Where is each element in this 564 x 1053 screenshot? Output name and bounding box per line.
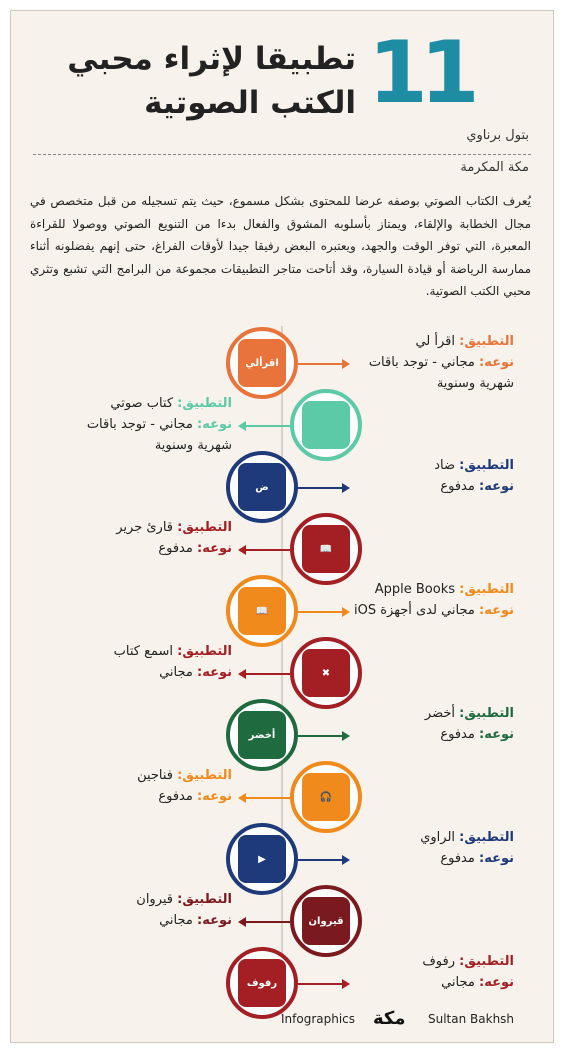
app-label: التطبيق: — [177, 520, 232, 535]
app-info — [354, 579, 514, 621]
app-icon-circle — [226, 575, 298, 647]
intro-paragraph: يُعرف الكتاب الصوتي بوصفه عرضا للمحتوى بشكل مسموع، حيث يتم تسجيله من قبل متخصص في مجال الخطابة والإلقاء، ويمتاز بأسلوبه المشوق والفعال بدءا من التنويع الصوتي ووصولا للقراءة المعبرة، التي توفر الوقت والجهد، ويعتبره البعض رفيقا جيدا لأوقات الفراغ، حتى إنهم يفضلونه أثناء ممارسة الرياضة أو قيادة السيارة، وقد أتاحت متاجر التطبيقات مجموعة من البرامج التي تشبع وتثري محبي الكتب الصوتية. — [30, 194, 531, 298]
app-name: فناجين — [137, 768, 174, 783]
alrawi-logo: ▶ — [238, 835, 286, 883]
headline-number: 11 — [368, 23, 472, 123]
type-label: نوعه: — [479, 479, 514, 494]
app-info — [354, 703, 514, 745]
akhdar-logo: أخضر — [238, 711, 286, 759]
type-label: نوعه: — [197, 541, 232, 556]
makkah-logo: مكة — [373, 1008, 406, 1029]
app-name: رفوف — [422, 954, 456, 969]
infographics-label: Infographics — [281, 1012, 356, 1026]
app-label: التطبيق: — [459, 334, 514, 349]
jarir-reader-logo: 📖 — [302, 525, 350, 573]
connector-arrow — [298, 735, 348, 737]
app-type: مجاني - توجد باقات شهرية وسنوية — [368, 355, 514, 391]
app-type: مدفوع — [158, 789, 193, 804]
connector-arrow — [298, 363, 348, 365]
app-name: ضاد — [434, 458, 456, 473]
app-icon-circle — [226, 823, 298, 895]
type-label: نوعه: — [197, 417, 232, 432]
app-name: قيروان — [136, 892, 174, 907]
app-type: مجاني — [159, 665, 193, 680]
connector-arrow — [298, 983, 348, 985]
type-label: نوعه: — [479, 603, 514, 618]
connector-arrow — [240, 797, 290, 799]
app-icon-circle — [226, 327, 298, 399]
app-info — [72, 641, 232, 683]
app-info — [72, 517, 232, 559]
connector-arrow — [298, 487, 348, 489]
app-icon-circle — [226, 947, 298, 1019]
app-label: التطبيق: — [459, 954, 514, 969]
app-icon-circle — [290, 761, 362, 833]
app-type: مجاني لدى أجهزة iOS — [353, 603, 475, 618]
type-label: نوعه: — [479, 851, 514, 866]
app-info — [72, 393, 232, 456]
app-info — [354, 455, 514, 497]
app-label: التطبيق: — [177, 768, 232, 783]
type-label: نوعه: — [479, 727, 514, 742]
type-label: نوعه: — [479, 975, 514, 990]
connector-arrow — [240, 921, 290, 923]
fanajeen-logo: 🎧 — [302, 773, 350, 821]
type-label: نوعه: — [197, 789, 232, 804]
app-info — [72, 765, 232, 807]
headline-line-1: تطبيقا لإثراء محبي — [67, 41, 356, 77]
iqraa-li-logo: اقرألي — [238, 339, 286, 387]
app-icon-circle — [290, 513, 362, 585]
connector-arrow — [298, 611, 348, 613]
app-type: مدفوع — [440, 479, 475, 494]
headline-line-2: الكتب الصوتية — [144, 85, 356, 121]
app-label: التطبيق: — [459, 706, 514, 721]
designer-name: Sultan Bakhsh — [428, 1012, 515, 1026]
app-label: التطبيق: — [177, 396, 232, 411]
app-icon-circle — [290, 885, 362, 957]
app-label: التطبيق: — [459, 458, 514, 473]
connector-arrow — [240, 673, 290, 675]
qairawan-logo: قيروان — [302, 897, 350, 945]
apple-books-logo: 📖 — [238, 587, 286, 635]
app-label: التطبيق: — [177, 644, 232, 659]
kitab-sawti-logo — [302, 401, 350, 449]
connector-arrow — [240, 549, 290, 551]
esma-kitab-logo: ✖ — [302, 649, 350, 697]
location: مكة المكرمة — [460, 160, 529, 175]
type-label: نوعه: — [197, 665, 232, 680]
app-label: التطبيق: — [459, 582, 514, 597]
app-info — [354, 331, 514, 394]
app-type: مدفوع — [440, 727, 475, 742]
app-name: اسمع كتاب — [113, 644, 174, 659]
timeline-axis — [281, 326, 283, 1016]
app-icon-circle — [226, 451, 298, 523]
app-type: مدفوع — [440, 851, 475, 866]
app-type: مجاني — [441, 975, 475, 990]
connector-arrow — [298, 859, 348, 861]
app-label: التطبيق: — [177, 892, 232, 907]
author-name: بتول برناوي — [466, 128, 529, 143]
app-name: الراوي — [420, 830, 456, 845]
app-info — [354, 827, 514, 869]
app-label: التطبيق: — [459, 830, 514, 845]
app-info — [354, 951, 514, 993]
app-name: كتاب صوتي — [110, 396, 174, 411]
app-info — [72, 889, 232, 931]
app-name: أخضر — [424, 706, 456, 721]
dhad-logo: ض — [238, 463, 286, 511]
rufoof-logo: رفوف — [238, 959, 286, 1007]
divider — [33, 154, 531, 155]
type-label: نوعه: — [479, 355, 514, 370]
connector-arrow — [240, 425, 290, 427]
app-icon-circle — [290, 389, 362, 461]
app-icon-circle — [226, 699, 298, 771]
app-name: اقرأ لي — [415, 334, 456, 349]
app-icon-circle — [290, 637, 362, 709]
type-label: نوعه: — [197, 913, 232, 928]
app-type: مجاني - توجد باقات شهرية وسنوية — [86, 417, 232, 453]
app-name: قارئ جرير — [116, 520, 174, 535]
app-type: مدفوع — [158, 541, 193, 556]
app-name: Apple Books — [374, 582, 456, 597]
app-type: مجاني — [159, 913, 193, 928]
